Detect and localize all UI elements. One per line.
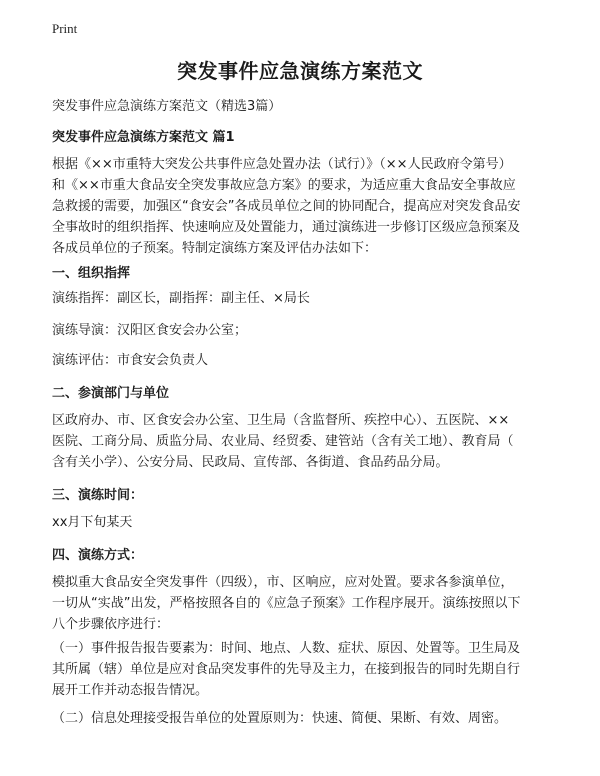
step-two-paragraph xyxy=(52,708,552,729)
method-paragraph xyxy=(52,572,552,635)
intro-line: 和《××市重大食品安全突发事故应急方案》的要求，为适应重大食品安全事故应 xyxy=(52,178,516,193)
drill-commander: 演练指挥：副区长，副指挥：副主任、×局长 xyxy=(52,291,310,306)
participants-line: 含有关小学）、公安分局、民政局、宣传部、各街道、食品药品分局。 xyxy=(52,455,449,470)
intro-line: 急救援的需要，加强区“食安会”各成员单位之间的协同配合，提高应对突发食品安 xyxy=(52,199,521,214)
step-one-paragraph xyxy=(52,638,552,701)
step-two-line: （二）信息处理接受报告单位的处置原则为：快速、简便、果断、有效、周密。 xyxy=(52,711,508,726)
step-one-line: （一）事件报告报告要素为：时间、地点、人数、症状、原因、处置等。卫生局及 xyxy=(52,641,521,656)
step-one-line: 其所属（辖）单位是应对食品突发事件的先导及主力，在接到报告的同时先期自行 xyxy=(52,662,521,677)
print-label: Print xyxy=(52,21,78,36)
section-heading-method: 四、演练方式： xyxy=(52,548,144,563)
section-heading-organization: 一、组织指挥 xyxy=(52,266,131,281)
intro-paragraph xyxy=(52,154,552,259)
document-subtitle: 突发事件应急演练方案范文（精选3篇） xyxy=(52,99,282,114)
document-title: 突发事件应急演练方案范文 xyxy=(177,59,423,83)
participants-paragraph xyxy=(52,410,552,473)
drill-evaluator: 演练评估：市食安会负责人 xyxy=(52,353,209,368)
section-heading-time: 三、演练时间： xyxy=(52,488,144,503)
method-line: 一切从“实战”出发，严格按照各自的《应急子预案》工作程序展开。演练按照以下 xyxy=(52,596,521,611)
intro-line: 全事故时的组织指挥、快速响应及处置能力，通过演练进一步修订区级应急预案及 xyxy=(52,220,521,235)
step-one-line: 展开工作并动态报告情况。 xyxy=(52,683,209,698)
article-heading: 突发事件应急演练方案范文 篇1 xyxy=(52,130,235,145)
drill-time: xx月下旬某天 xyxy=(52,515,133,530)
participants-line: 区政府办、市、区食安会办公室、卫生局（含监督所、疾控中心）、五医院、×× xyxy=(52,413,510,428)
participants-line: 医院、工商分局、质监分局、农业局、经贸委、建管站（含有关工地）、教育局（ xyxy=(52,434,514,449)
method-line: 八个步骤依序进行： xyxy=(52,617,170,632)
intro-line: 各成员单位的子预案。特制定演练方案及评估办法如下： xyxy=(52,241,378,256)
intro-line: 根据《××市重特大突发公共事件应急处置办法（试行）》（××人民政府令第号） xyxy=(52,157,512,172)
section-heading-participants: 二、参演部门与单位 xyxy=(52,386,170,401)
method-line: 模拟重大食品安全突发事件（四级），市、区响应，应对处置。要求各参演单位， xyxy=(52,575,514,590)
drill-director: 演练导演：汉阳区食安会办公室； xyxy=(52,323,248,338)
